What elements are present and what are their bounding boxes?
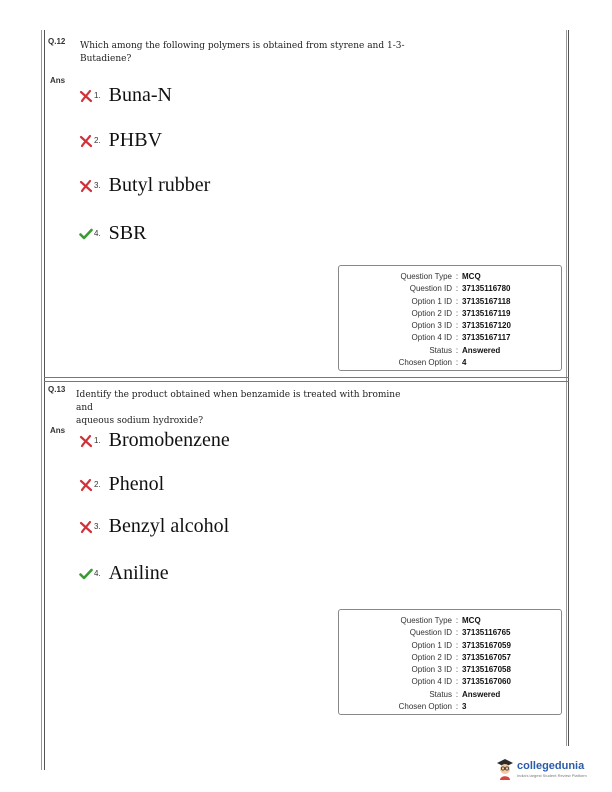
info-key: Status [429, 689, 452, 699]
info-value: 37135167119 [462, 308, 511, 318]
info-separator: : [455, 308, 459, 318]
info-row [339, 345, 561, 357]
info-value: 37135167117 [462, 333, 511, 343]
page-frame-right-inner [566, 30, 567, 746]
info-separator: : [455, 358, 459, 368]
cross-icon [79, 89, 93, 103]
info-separator: : [455, 296, 459, 306]
option-2 [79, 473, 164, 496]
info-separator: : [455, 628, 459, 638]
question-number: Q.13 [48, 385, 66, 394]
info-value: MCQ [462, 272, 481, 281]
info-value: 37135167060 [462, 677, 511, 687]
info-key: Option 4 ID [411, 333, 452, 343]
option-3 [79, 515, 229, 538]
info-separator: : [455, 345, 459, 355]
info-key: Option 4 ID [411, 677, 452, 687]
info-key: Question Type [400, 272, 452, 281]
option-4 [79, 562, 169, 585]
option-number: 4. [94, 229, 101, 238]
question-text-line: Which among the following polymers is obtained from styrene and 1-3- [80, 41, 405, 51]
option-1 [79, 84, 172, 107]
info-value: MCQ [462, 616, 481, 625]
info-row [339, 357, 561, 369]
cross-icon [79, 134, 93, 148]
page-frame-left [44, 30, 45, 770]
info-value: 37135167059 [462, 640, 511, 650]
info-row [339, 640, 561, 652]
info-key: Option 1 ID [411, 640, 452, 650]
info-separator: : [455, 652, 459, 662]
graduate-mascot-icon [496, 758, 514, 780]
option-number: 2. [94, 480, 101, 489]
info-row [339, 664, 561, 676]
option-text: Bromobenzene [108, 429, 230, 451]
info-separator: : [455, 616, 459, 625]
info-value: 37135116780 [462, 284, 511, 294]
info-row [339, 283, 561, 295]
question-text-line: Butadiene? [80, 54, 132, 64]
option-3 [79, 174, 210, 197]
check-icon [79, 227, 93, 241]
info-separator: : [455, 333, 459, 343]
info-row [339, 332, 561, 344]
option-text: Buna-N [108, 84, 172, 106]
option-number: 4. [94, 569, 101, 578]
question-info-box [338, 609, 562, 715]
answer-label: Ans [50, 76, 66, 85]
info-row [339, 308, 561, 320]
option-text: PHBV [108, 129, 163, 151]
option-text: SBR [108, 222, 147, 244]
cross-icon [79, 179, 93, 193]
info-key: Question ID [409, 284, 452, 294]
cross-icon [79, 520, 93, 534]
page-frame-left-inner [41, 30, 42, 770]
info-row [339, 296, 561, 308]
info-separator: : [455, 677, 459, 687]
info-key: Option 2 ID [411, 652, 452, 662]
question-text [80, 40, 420, 66]
info-value: 37135116765 [462, 628, 511, 638]
brand-name: collegedunia [517, 760, 585, 772]
question-text [76, 389, 416, 428]
info-value: Answered [462, 689, 501, 699]
info-key: Option 3 ID [411, 321, 452, 331]
info-key: Question ID [409, 628, 452, 638]
option-2 [79, 129, 162, 152]
info-row [339, 701, 561, 713]
option-text: Benzyl alcohol [108, 515, 230, 537]
info-key: Option 1 ID [411, 296, 452, 306]
option-number: 3. [94, 181, 101, 190]
question-divider [44, 377, 569, 382]
option-text: Phenol [108, 473, 165, 495]
info-key: Question Type [400, 616, 452, 625]
option-1 [79, 429, 230, 452]
info-separator: : [455, 689, 459, 699]
check-icon [79, 567, 93, 581]
info-value: 37135167057 [462, 652, 511, 662]
option-4 [79, 222, 146, 245]
info-value: 37135167118 [462, 296, 511, 306]
question-text-line: Identify the product obtained when benzamide is treated with bromine and [76, 390, 401, 413]
info-row [339, 652, 561, 664]
info-key: Option 3 ID [411, 665, 452, 675]
info-key: Option 2 ID [411, 308, 452, 318]
collegedunia-logo [496, 758, 587, 780]
option-text: Butyl rubber [108, 174, 211, 196]
info-separator: : [455, 321, 459, 331]
info-separator: : [455, 284, 459, 294]
info-row [339, 689, 561, 701]
question-number: Q.12 [48, 37, 66, 46]
option-number: 3. [94, 522, 101, 531]
info-value: 37135167120 [462, 321, 511, 331]
info-separator: : [455, 702, 459, 712]
cross-icon [79, 434, 93, 448]
cross-icon [79, 478, 93, 492]
info-key: Chosen Option [398, 702, 452, 712]
info-row [339, 615, 561, 627]
info-separator: : [455, 665, 459, 675]
option-number: 1. [94, 436, 101, 445]
info-value: 37135167058 [462, 665, 511, 675]
info-value: 3 [462, 702, 467, 712]
option-number: 1. [94, 91, 101, 100]
info-row [339, 676, 561, 688]
info-value: 4 [462, 358, 467, 368]
info-row [339, 320, 561, 332]
info-row [339, 271, 561, 283]
question-text-line: aqueous sodium hydroxide? [76, 416, 204, 426]
option-number: 2. [94, 136, 101, 145]
page-frame-right [568, 30, 569, 746]
info-separator: : [455, 640, 459, 650]
info-key: Chosen Option [398, 358, 452, 368]
info-separator: : [455, 272, 459, 281]
question-info-box [338, 265, 562, 371]
info-value: Answered [462, 345, 501, 355]
info-key: Status [429, 345, 452, 355]
brand-tagline: India's largest Student Review Platform [517, 773, 587, 778]
option-text: Aniline [108, 562, 169, 584]
answer-label: Ans [50, 426, 66, 435]
info-row [339, 627, 561, 639]
